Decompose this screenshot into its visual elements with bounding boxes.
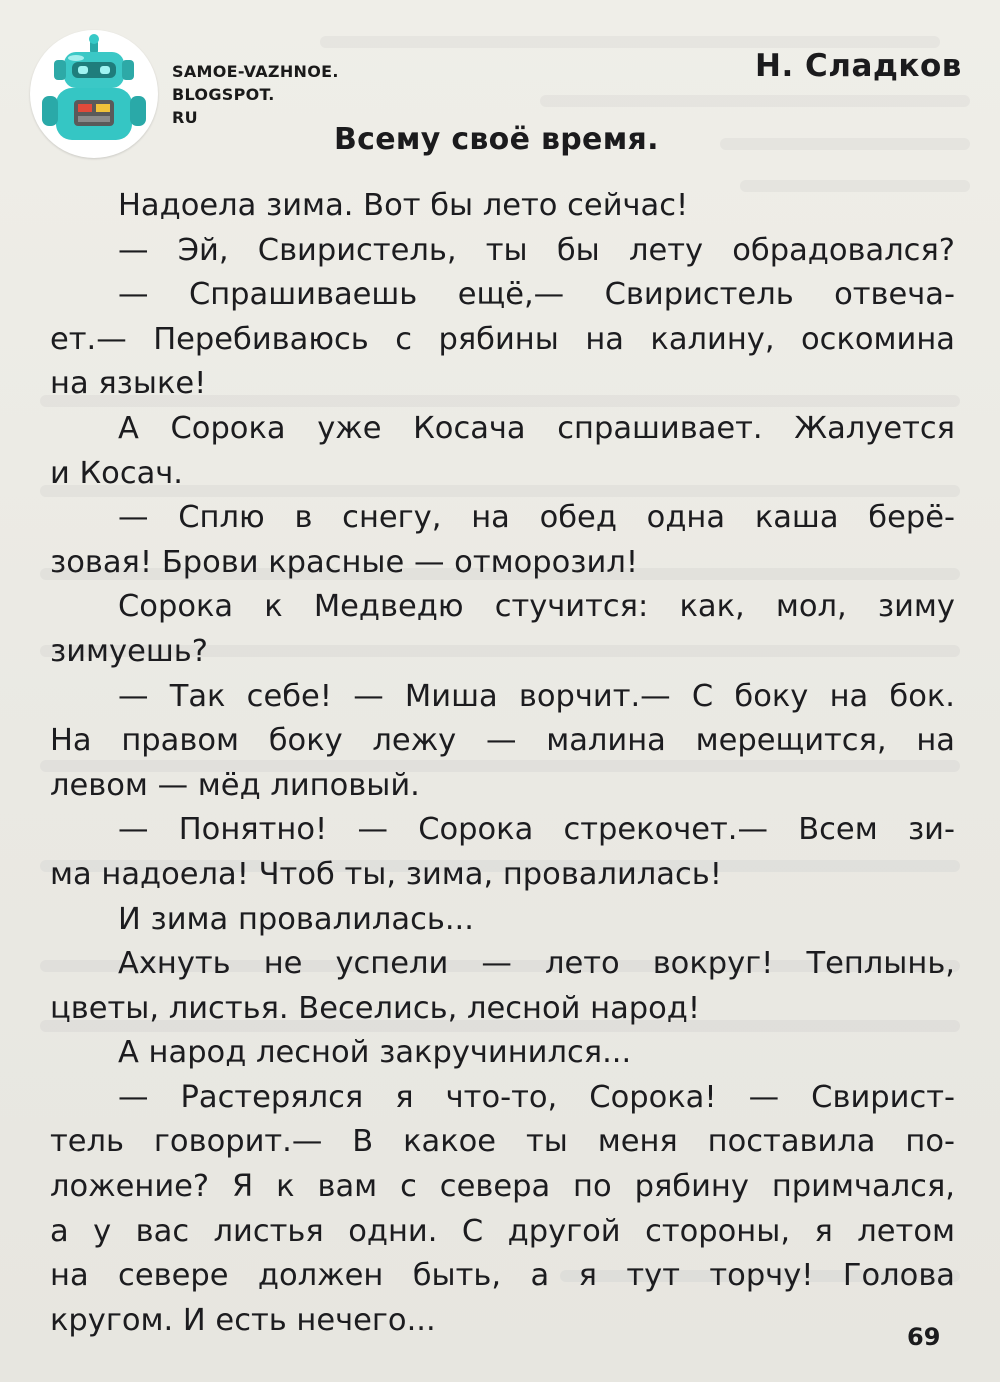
story-title: Всему своё время. <box>334 122 659 157</box>
blog-watermark <box>30 30 360 154</box>
text-line: цветы, листья. Веселись, лесной народ! <box>50 990 701 1026</box>
text-line: Сорока к Медведю стучится: как, мол, зиму <box>118 589 955 625</box>
text-line: — Растерялся я что-то, Сорока! — Свирист- <box>118 1079 955 1115</box>
story-text <box>50 184 955 1343</box>
text-line: — Спрашиваешь ещё,— Свиристель отвеча- <box>118 277 955 313</box>
text-line: Ахнуть не успели — лето вокруг! Теплынь, <box>118 946 955 982</box>
text-line: и Косач. <box>50 455 184 491</box>
text-line: тель говорит.— В какое ты меня поставила по- <box>50 1124 955 1160</box>
watermark-line: RU <box>172 108 198 127</box>
text-line: — Понятно! — Сорока стрекочет.— Всем зи- <box>118 812 955 848</box>
robot-logo-icon <box>30 30 158 158</box>
text-line: — Сплю в снегу, на обед одна каша берё- <box>118 500 955 536</box>
text-line: а у вас листья одни. С другой стороны, я летом <box>50 1213 955 1249</box>
text-line: кругом. И есть нечего... <box>50 1302 436 1338</box>
author-name: Н. Сладков <box>755 48 962 84</box>
text-line: Надоела зима. Вот бы лето сейчас! <box>118 188 689 223</box>
text-line: А народ лесной закручинился... <box>118 1035 632 1071</box>
text-line: — Эй, Свиристель, ты бы лету обрадовался? <box>118 232 955 268</box>
page-number: 69 <box>907 1323 941 1351</box>
text-line: И зима провалилась... <box>118 901 474 937</box>
watermark-text <box>172 60 339 129</box>
text-line: ет.— Перебиваюсь с рябины на калину, оскомина <box>50 321 955 357</box>
text-line: зовая! Брови красные — отморозил! <box>50 544 639 580</box>
text-line: А Сорока уже Косача спрашивает. Жалуется <box>118 410 955 446</box>
watermark-line: SAMOE-VAZHNOE. <box>172 62 339 81</box>
text-line: зимуешь? <box>50 633 208 669</box>
text-line: левом — мёд липовый. <box>50 767 420 803</box>
text-line: на языке! <box>50 366 207 402</box>
text-line: — Так себе! — Миша ворчит.— С боку на бок. <box>118 678 955 714</box>
text-line: На правом боку лежу — малина мерещится, на <box>50 723 955 759</box>
text-line: на севере должен быть, а я тут торчу! Голова <box>50 1258 955 1294</box>
watermark-line: BLOGSPOT. <box>172 85 275 104</box>
text-line: ложение? Я к вам с севера по рябину примчался, <box>50 1169 955 1205</box>
text-line: ма надоела! Чтоб ты, зима, провалилась! <box>50 856 722 892</box>
